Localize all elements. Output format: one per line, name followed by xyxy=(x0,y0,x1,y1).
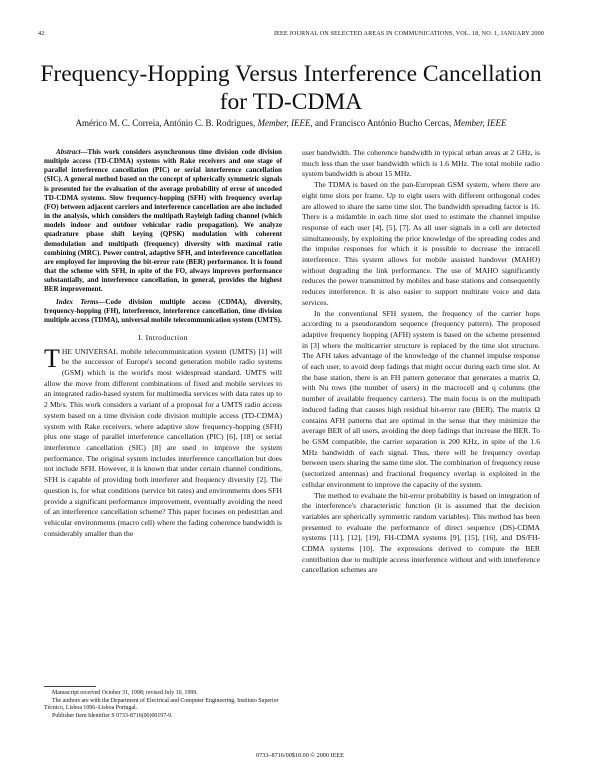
right-paragraph-1: user bandwidth. The coherence bandwidth in typical urban areas at 2 GHz, is much less than the user bandwidth which is 1.6 MHz. The total mobile radio system bandwidth is about 15 MHz. xyxy=(302,148,540,179)
index-terms-label: Index Terms— xyxy=(56,297,106,306)
footnote-rule xyxy=(44,686,96,687)
author-2: António C. B. Rodrigues, xyxy=(163,118,256,128)
author-2-role: Member, IEEE, xyxy=(257,118,313,128)
author-3-role: Member, IEEE xyxy=(453,118,507,128)
author-3: and Francisco António Bucho Cercas, xyxy=(315,118,452,128)
paper-title-line-2: for TD-CDMA xyxy=(219,89,363,115)
left-column xyxy=(44,148,282,539)
index-terms xyxy=(44,298,282,325)
footnotes xyxy=(44,686,282,720)
paper-title-line-1: Frequency-Hopping Versus Interference Cancellation xyxy=(40,61,542,87)
index-terms-text: Code division multiple access (CDMA), diversity, frequency-hopping (FH), interference, interference cancellation, time division multiple access (TDMA), universal mobile telecommunication system (UMTS). xyxy=(44,297,282,324)
journal-header: IEEE JOURNAL ON SELECTED AREAS IN COMMUNICATIONS, VOL. 18, NO. 1, JANUARY 2000 xyxy=(273,30,544,37)
drop-cap: T xyxy=(44,343,60,373)
abstract-label: Abstract— xyxy=(56,148,88,156)
copyright-footer: 0733–8716/00$10.00 © 2000 IEEE xyxy=(256,752,344,759)
right-paragraph-4: The method to evaluate the bit-error probability is based on integration of the interference's characteristic function (it is assumed that the decision variables are spherically symmetric random variables). This method has been presented to evaluate the performance of direct sequence (DS)-CDMA systems [11], [12], [19], FH-CDMA systems [9], [15], [16], and DS/FH-CDMA systems [10]. The expressions derived to compute the BER contribution due to multiple access interference without and with interference cancellation schemes are xyxy=(302,490,540,575)
abstract-text: This work considers asynchronous time division code division multiple access (TD-CDMA) systems with Rake receivers and one stage of parallel interference cancellation (PIC) or serial interference cancellation (SIC). A general method based on the concept of spherically symmetric signals is presented for the evaluation of the average probability of error of uncoded TD-CDMA systems. Slow frequency-hopping (SFH) with frequency overlap (FO) between adjacent carriers and interference cancellation are also included in the analysis, which considers the multipath Rayleigh fading channel (which models indoor and outdoor vehicular radio propagation). We analyze quadrature phase shift keying (QPSK) modulation with coherent demodulation and multipath (frequency) diversity with maximal ratio combining (MRC). Power control, adaptive SFH, and interference cancellation are employed for improving the bit-error rate (BER) performance. It is found that the scheme with SFH, in spite of the FO, always improves performance substantially, and interference cancellation, in general, provides the highest BER improvement. xyxy=(44,148,282,294)
intro-paragraph-1-text: HE UNIVERSAL mobile telecommunication system (UMTS) [1] will be the successor of Europe's second generation mobile radio systems (GSM) which is the world's most widespread standard. UMTS will allow the move from different combinations of fixed and mobile services to an integrated radio-based system for multimedia services with data rates up to 2 Mb/s. This work considers a variant of a proposal for a UMTS radio access system based on a time division code division multiple access (TD-CDMA) system with Rake receivers, where adaptive slow frequency-hopping (SFH) plus one stage of parallel interference cancellation (PIC) [6], [18] or serial interference cancellation (SIC) [8] are used to improve the system performance. The original system includes interference cancellation but does not include SFH. However, it is known that under certain channel conditions, SFH is capable of providing both interferer and frequency diversity [2]. The question is, for what conditions (service bit rates) and environments does SFH provide a significant performance improvement, eventually avoiding the need of an interference cancellation scheme? This paper focuses on pedestrian and vehicular environments (macro cell) where the fading coherence bandwidth is considerably smaller than the xyxy=(44,346,282,538)
paper-title xyxy=(38,60,544,116)
right-paragraph-3: In the conventional SFH system, the frequency of the carrier hops according to a pseudorandom sequence (frequency pattern). The proposed adaptive frequency hopping (AFH) system is based on the scheme presented in [3] where the multicarrier structure is replaced by the time slot structure. The AFH takes advantage of the knowledge of the channel impulse response of each user, to avoid deep fadings that might occur during each time slot. At the base station, there is an FH pattern generator that generates a matrix Ω, with Nu rows (the number of users) in the macrocell and q columns (the number of available frequency carriers). The main focus is on the multipath induced fading that causes high residual bit-error rate (BER). The matrix Ω contains AFH patterns that are optimal in the sense that they minimize the average BER of all users, avoiding the deep fadings that increase the BER. To be GSM compatible, the carrier separation is 200 KHz, in spite of the 1.6 MHz bandwidth of each signal. Thus, there will be frequency overlap between users sharing the same time slot. The combination of frequency reuse (sectorized antennas) and fractional frequency overlap is exploited in the cellular environment to improve the capacity of the system. xyxy=(302,308,540,489)
abstract xyxy=(44,148,282,295)
right-column xyxy=(302,148,540,576)
footnote-affiliation: The authors are with the Department of Electrical and Computer Engineering, Instituto Superior Técnico, Lisboa 1096–Lisboa Portugal. xyxy=(44,697,279,712)
author-list xyxy=(38,118,544,128)
author-1: Américo M. C. Correia, xyxy=(75,118,162,128)
footnote-pii: Publisher Item Identifier S 0733-8716(00)00197-9. xyxy=(52,712,173,719)
page-number: 42 xyxy=(38,30,45,37)
footnote-received: Manuscript received October 31, 1998; revised July 10, 1999. xyxy=(52,690,198,696)
right-paragraph-2: The TDMA is based on the pan-European GSM system, where there are eight time slots per frame. Up to eight users with different orthogonal codes are allowed to share the same time slot. The bandwidth spreading factor is 16. There is a midamble in each time slot used to estimate the channel impulse response of each user [4], [5], [7]. As all user signals in a cell are detected simultaneously, by exploiting the prior knowledge of the spreading codes and the impulse responses for which it is possible to decrease the intracell interference. This system allows for mobile assisted handover (MAHO) without degrading the link performance. The use of MAHO significantly reduces the power transmitted by mobiles and base stations and consequently reduces interference. It is also easier to support multirate voice and data services. xyxy=(302,180,540,307)
section-heading-introduction: I. Introduction xyxy=(138,332,188,342)
intro-paragraph-1 xyxy=(44,343,282,540)
